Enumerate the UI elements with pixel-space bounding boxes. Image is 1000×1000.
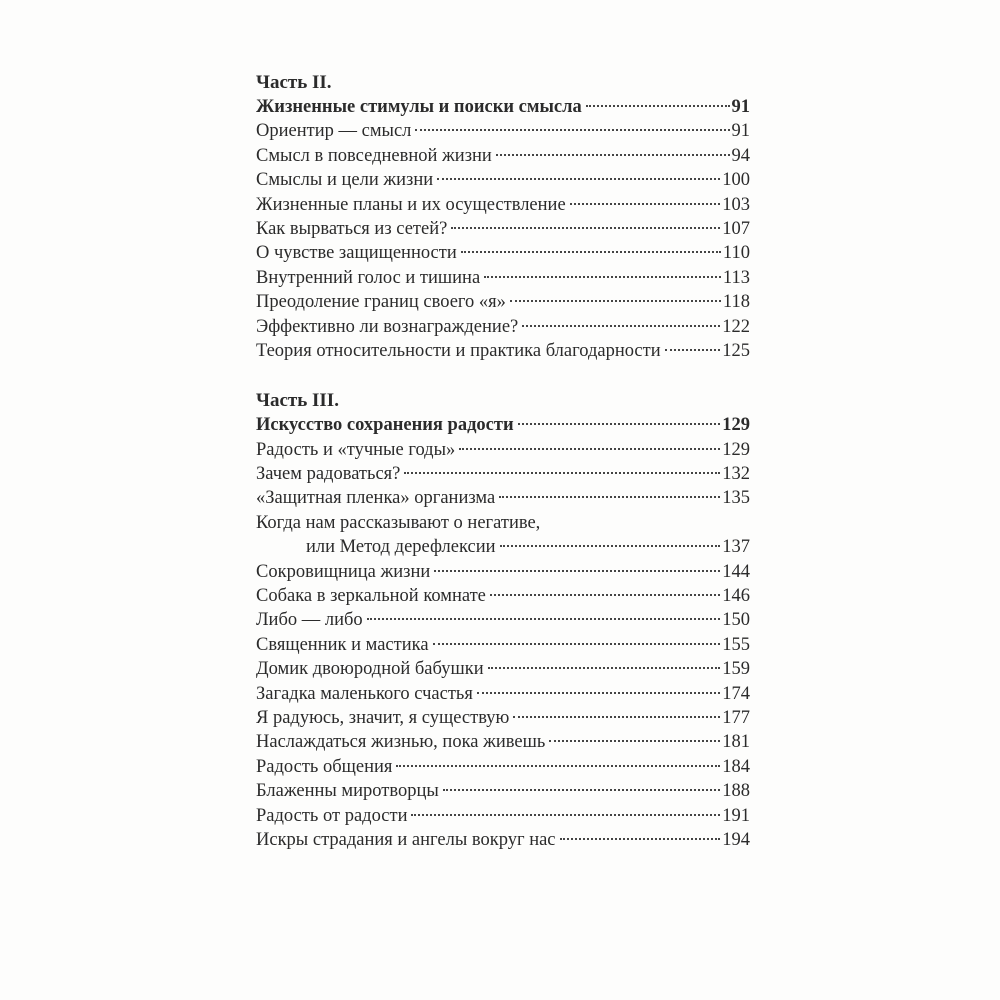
- dot-leader: [549, 740, 720, 742]
- toc-entry-title: Либо — либо: [256, 610, 363, 631]
- toc-entry-title: Когда нам рассказывают о негативе,: [256, 512, 541, 533]
- toc-entry: [256, 217, 750, 241]
- dot-leader: [461, 251, 721, 253]
- toc-entry: [256, 730, 750, 754]
- toc-entry: [256, 633, 750, 657]
- toc-page-number: 132: [722, 464, 750, 485]
- toc-entry: [256, 706, 750, 730]
- toc-entry: [256, 657, 750, 681]
- toc-entry-title: Собака в зеркальной комнате: [256, 586, 486, 607]
- toc-entry-title: Я радуюсь, значит, я существую: [256, 707, 510, 728]
- toc-entry: [256, 755, 750, 779]
- dot-leader: [570, 203, 721, 205]
- toc-page-number: 122: [722, 316, 750, 337]
- toc-entry-title: Смыслы и цели жизни: [256, 170, 434, 191]
- toc-page-number: 118: [722, 292, 750, 313]
- toc-page-number: 103: [722, 194, 750, 215]
- dot-leader: [451, 227, 720, 229]
- toc-page-number: 177: [722, 707, 750, 728]
- toc-entry-title: Сокровищница жизни: [256, 561, 431, 582]
- toc-entry-title: Преодоление границ своего «я»: [256, 292, 506, 313]
- toc-entry: [256, 804, 750, 828]
- toc-entry: [256, 290, 750, 314]
- toc-entry-title: Искры страдания и ангелы вокруг нас: [256, 829, 556, 850]
- part-spacer: [256, 363, 750, 389]
- dot-leader: [510, 300, 721, 302]
- toc-entry: [256, 119, 750, 143]
- dot-leader: [586, 105, 730, 107]
- toc-page-number: 113: [722, 267, 750, 288]
- toc-entry: [256, 95, 750, 119]
- toc-entry: [256, 413, 750, 437]
- toc-entry: [256, 462, 750, 486]
- toc-page-number: 135: [722, 488, 750, 509]
- toc-page-number: 125: [722, 340, 750, 361]
- toc-page-number: 150: [722, 610, 750, 631]
- dot-leader: [396, 765, 720, 767]
- toc-entry: [256, 241, 750, 265]
- toc-page-number: 155: [722, 634, 750, 655]
- toc-entry: [256, 486, 750, 510]
- toc-entry-title: Теория относительности и практика благодарности: [256, 340, 661, 361]
- toc-entry-title: Домик двоюродной бабушки: [256, 659, 484, 680]
- toc-entry-title: Блаженны миротворцы: [256, 781, 439, 802]
- dot-leader: [443, 789, 720, 791]
- dot-leader: [499, 496, 720, 498]
- toc-page-number: 174: [722, 683, 750, 704]
- toc-entry-title: Наслаждаться жизнью, пока живешь: [256, 732, 546, 753]
- toc-entry-line: [256, 511, 750, 535]
- toc-entry-title: Как вырваться из сетей?: [256, 218, 448, 239]
- toc-entry-title: или Метод дерефлексии: [306, 537, 496, 558]
- part-title: Часть III.: [256, 390, 339, 412]
- toc-page-number: 188: [722, 781, 750, 802]
- dot-leader: [411, 814, 720, 816]
- toc-page-number: 191: [722, 805, 750, 826]
- toc-entry: [256, 339, 750, 363]
- toc-entry: [256, 608, 750, 632]
- toc-entry-title: Внутренний голос и тишина: [256, 267, 481, 288]
- toc-entry: [256, 682, 750, 706]
- toc-entry-title: Жизненные планы и их осуществление: [256, 194, 566, 215]
- toc-entry: [256, 315, 750, 339]
- toc-entry: [256, 266, 750, 290]
- toc-entry-title: О чувстве защищенности: [256, 243, 457, 264]
- toc-entry-title: «Защитная пленка» организма: [256, 488, 496, 509]
- toc-entry: [256, 168, 750, 192]
- dot-leader: [518, 423, 721, 425]
- dot-leader: [500, 545, 721, 547]
- toc-page-number: 144: [722, 561, 750, 582]
- dot-leader: [459, 448, 720, 450]
- toc-entry-title: Радость и «тучные годы»: [256, 439, 456, 460]
- toc-page-number: 146: [722, 586, 750, 607]
- dot-leader: [433, 643, 721, 645]
- toc-page-number: 159: [722, 659, 750, 680]
- toc-entry-title: Загадка маленького счастья: [256, 683, 473, 704]
- toc-entry-title: Жизненные стимулы и поиски смысла: [256, 97, 582, 117]
- toc-page-number: 137: [722, 537, 750, 558]
- toc-entry-title: Радость от радости: [256, 805, 408, 826]
- part-title: Часть II.: [256, 72, 332, 93]
- toc-entry: [256, 144, 750, 168]
- toc-entry-title: Смысл в повседневной жизни: [256, 145, 492, 166]
- dot-leader: [522, 325, 720, 327]
- toc-entry: [256, 828, 750, 852]
- toc-page-number: 129: [722, 439, 750, 460]
- toc-entry-title: Священник и мастика: [256, 634, 429, 655]
- dot-leader: [415, 129, 729, 131]
- dot-leader: [513, 716, 720, 718]
- toc-page-number: 181: [722, 732, 750, 753]
- dot-leader: [665, 349, 721, 351]
- toc-entry: [256, 438, 750, 462]
- dot-leader: [560, 838, 721, 840]
- toc-entry: [256, 779, 750, 803]
- dot-leader: [404, 472, 720, 474]
- toc-page-number: 91: [731, 97, 750, 117]
- toc-entry: [256, 535, 750, 559]
- toc-page-number: 107: [722, 218, 750, 239]
- toc-entry: [256, 193, 750, 217]
- dot-leader: [490, 594, 720, 596]
- toc-page-number: 100: [722, 170, 750, 191]
- toc-page-number: 194: [722, 829, 750, 850]
- toc-page-number: 184: [722, 756, 750, 777]
- toc-entry-title: Зачем радоваться?: [256, 464, 401, 485]
- dot-leader: [477, 692, 720, 694]
- dot-leader: [484, 276, 721, 278]
- toc-entry-title: Эффективно ли вознаграждение?: [256, 316, 519, 337]
- toc-entry-title: Радость общения: [256, 756, 393, 777]
- toc-entry-title: Искусство сохранения радости: [256, 415, 514, 436]
- dot-leader: [437, 178, 720, 180]
- dot-leader: [367, 618, 721, 620]
- dot-leader: [434, 570, 720, 572]
- toc-page-number: 110: [722, 243, 750, 264]
- toc-entry: [256, 560, 750, 584]
- dot-leader: [488, 667, 721, 669]
- toc-entry: [256, 584, 750, 608]
- toc-page-number: 94: [731, 145, 750, 166]
- toc-page-number: 91: [731, 121, 750, 142]
- table-of-contents: [256, 71, 750, 852]
- toc-entry-title: Ориентир — смысл: [256, 121, 412, 142]
- toc-page-number: 129: [722, 415, 750, 436]
- dot-leader: [496, 154, 730, 156]
